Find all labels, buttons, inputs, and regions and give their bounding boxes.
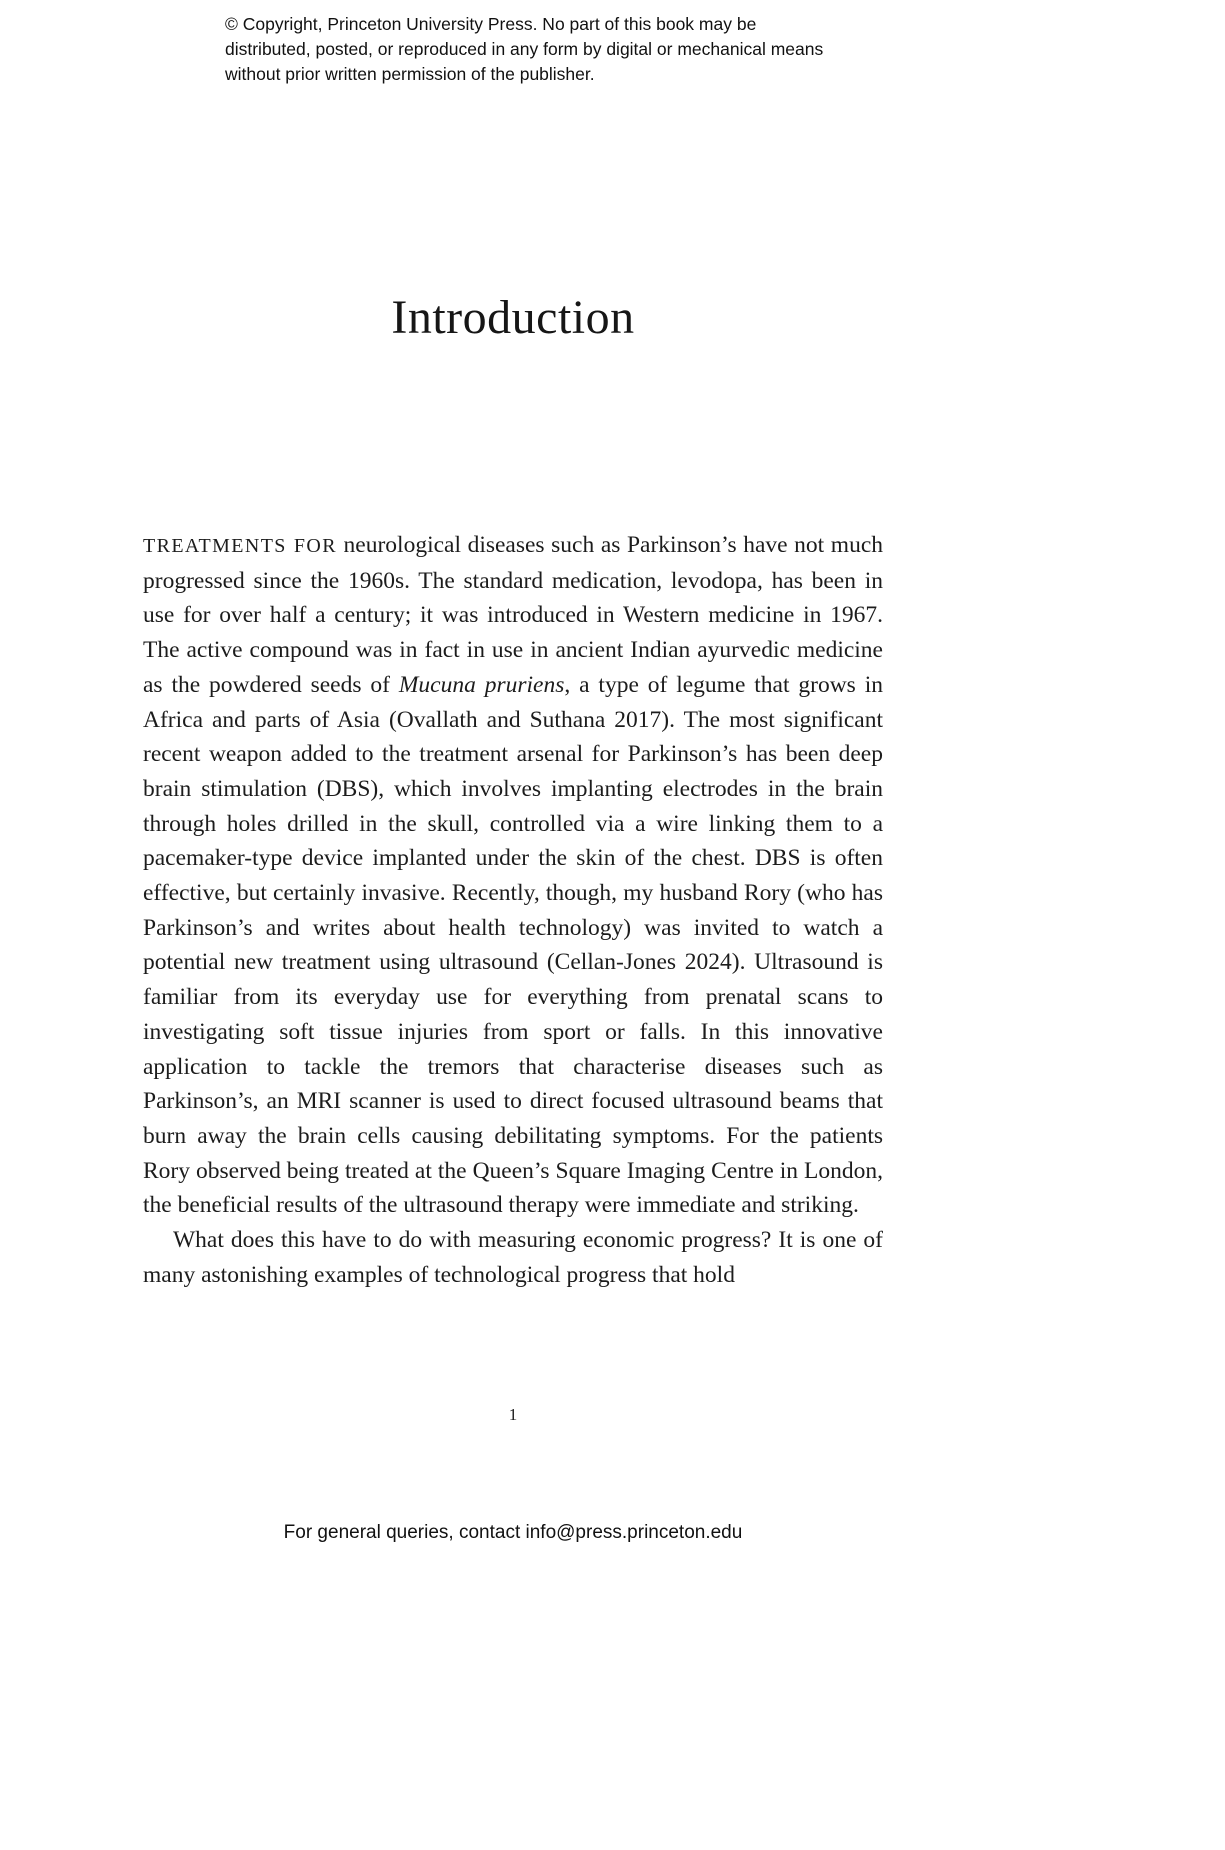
page-number: 1 xyxy=(508,1405,518,1424)
copyright-notice: © Copyright, Princeton University Press. No part of this book may be distributed, posted, or reproduced in any form by digital or mechanical means without prior written permission of the publisher. xyxy=(225,14,824,84)
paragraph-1-text-b: , a type of legume that grows in Africa and parts of Asia (Ovallath and Suthana 2017). The most significant recent weapon added to the treatment arsenal for Parkinson’s has been deep brain stimulation (DBS), which involves implanting electrodes in the brain through holes drilled in the skull, controlled via a wire linking them to a pacemaker-type device implanted under the skin of the chest. DBS is often effective, but certainly invasive. Recently, though, my husband Rory (who has Parkinson’s and writes about health technology) was invited to watch a potential new treatment using ultrasound (Cellan-Jones 2024). Ultrasound is familiar from its everyday use for everything from prenatal scans to investigating soft tissue injuries from sport or falls. In this innovative application to tackle the tremors that characterise diseases such as Parkinson’s, an MRI scanner is used to direct focused ultrasound beams that burn away the brain cells causing debilitating symptoms. For the patients Rory observed being treated at the Queen’s Square Imaging Centre in London, the beneficial results of the ultrasound therapy were immediate and striking. xyxy=(143,671,883,1219)
paragraph-1 xyxy=(143,528,883,1223)
paragraph-2: What does this have to do with measuring economic progress? It is one of many astonishing examples of technological progress that hold xyxy=(143,1227,883,1288)
body-text xyxy=(143,528,883,1292)
species-name-italic: Mucuna pruriens xyxy=(398,671,565,698)
paragraph-1-text-a: neurological diseases such as Parkinson’s have not much progressed since the 1960s. The standard medication, levodopa, has been in use for over half a century; it was introduced in Western medicine in 1967. The active compound was in fact in use in ancient Indian ayurvedic medicine as the powdered seeds of xyxy=(143,532,884,698)
contact-email: info@press.princeton.edu xyxy=(525,1522,743,1543)
chapter-title: Introduction xyxy=(391,291,635,344)
footer-text: For general queries, contact xyxy=(283,1522,526,1543)
leadin-smallcaps: TREATMENTS FOR xyxy=(143,535,337,557)
footer-query-line xyxy=(143,1522,883,1544)
